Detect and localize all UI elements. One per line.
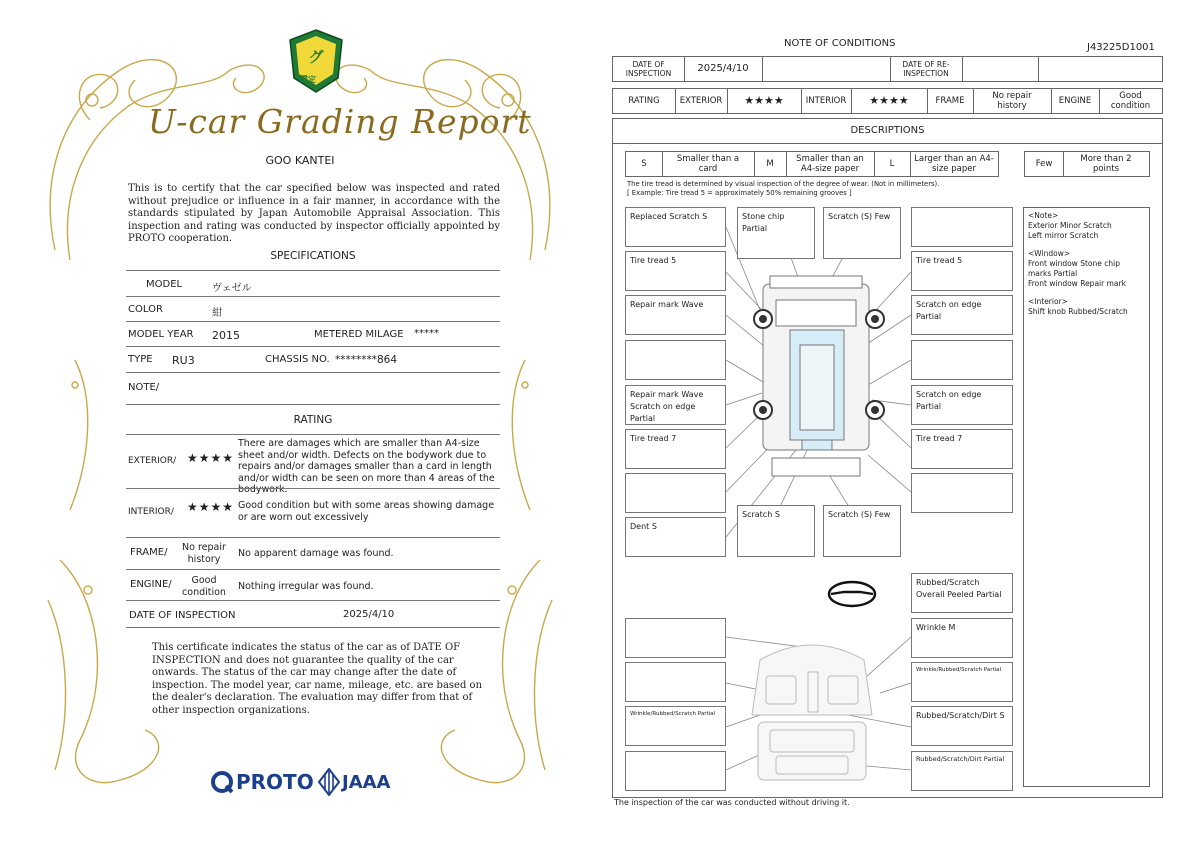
description-box: Rubbed/Scratch Overall Peeled Partial <box>911 573 1013 613</box>
report-title: U-car Grading Report <box>148 102 532 141</box>
date-of-inspection-value: 2025/4/10 <box>697 63 749 74</box>
badge-text: 鑑定 <box>300 75 316 84</box>
chassis-label: CHASSIS NO. <box>265 354 330 365</box>
color-value: 紺 <box>212 308 222 319</box>
date-of-inspection-value: 2025/4/10 <box>343 609 395 620</box>
note-line: Left mirror Scratch <box>1028 231 1099 240</box>
divider <box>126 346 500 347</box>
description-box: Tire tread 7 <box>625 429 726 469</box>
divider <box>126 569 500 570</box>
model-value: ヴェゼル <box>212 283 252 294</box>
divider <box>126 488 500 489</box>
divider <box>126 600 500 601</box>
description-box <box>625 662 726 702</box>
report-subtitle: GOO KANTEI <box>265 154 335 167</box>
engine-value: Good condition <box>1110 91 1151 111</box>
description-box <box>625 473 726 513</box>
description-box: Replaced Scratch S <box>625 207 726 247</box>
model-year-value: 2015 <box>212 329 240 342</box>
divider <box>126 296 500 297</box>
description-box: Scratch on edge Partial <box>911 385 1013 425</box>
note-of-conditions <box>600 0 1200 848</box>
interior-description: Good condition but with some areas showing damage or are worn out excessively <box>238 500 495 523</box>
date-of-inspection-label: DATE OF INSPECTION <box>625 60 672 78</box>
description-box <box>911 207 1013 247</box>
description-box: Repair mark Wave <box>625 295 726 335</box>
description-box: Rubbed/Scratch/Dirt Partial <box>911 751 1013 791</box>
description-box <box>625 618 726 658</box>
legend-few: Few <box>1035 159 1053 169</box>
rating-label: RATING <box>628 96 660 106</box>
descriptions-heading: DESCRIPTIONS <box>612 118 1163 144</box>
model-label: MODEL <box>146 279 183 290</box>
exterior-stars: ★★★★ <box>744 94 784 107</box>
description-box: Wrinkle M <box>911 618 1013 658</box>
interior-label: INTERIOR/ <box>128 507 174 517</box>
note-title: NOTE OF CONDITIONS <box>784 38 896 49</box>
car-top-view <box>763 276 869 476</box>
legend-l-desc: Larger than an A4-size paper <box>914 154 994 174</box>
description-box: Tire tread 5 <box>911 251 1013 291</box>
description-box: Wrinkle/Rubbed/Scratch Partial <box>911 662 1013 702</box>
description-box <box>911 473 1013 513</box>
frame-value: No repair history <box>992 91 1032 111</box>
inspection-footer-note: The inspection of the car was conducted without driving it. <box>614 798 850 807</box>
certification-paragraph: This is to certify that the car specified below was inspected and rated without prejudice or influence in a fair manner, in accordance with the standards stipulated by Japan Automobile Appraisal Association. This inspection and rating was conducted by inspector officially appointed by PROTO cooperation. <box>128 183 500 244</box>
description-box: Dent S <box>625 517 726 557</box>
description-box: Rubbed/Scratch/Dirt S <box>911 706 1013 746</box>
legend-s-desc: Smaller than a card <box>676 154 740 174</box>
engine-value: Good condition <box>182 575 226 598</box>
date-of-inspection-label: DATE OF INSPECTION <box>129 610 236 621</box>
frame-value: No repair history <box>182 542 226 565</box>
note-heading: <Note> <box>1028 211 1059 220</box>
divider <box>126 537 500 538</box>
divider <box>126 627 500 628</box>
exterior-label: EXTERIOR/ <box>128 456 177 466</box>
legend-s: S <box>641 159 647 169</box>
description-box <box>625 340 726 380</box>
exterior-description: There are damages which are smaller than A4-size sheet and/or width. Defects on the bodywork due to repairs and/or damages smaller than a card in length and/or width can be seen on more than 4 areas of the bodywork. <box>238 438 495 495</box>
reference-number: J43225D1001 <box>1087 42 1155 53</box>
frame-label: FRAME/ <box>130 547 168 558</box>
interior-stars: ★★★★ <box>187 500 235 514</box>
description-box <box>625 751 726 791</box>
description-box: Wrinkle/Rubbed/Scratch Partial <box>625 706 726 746</box>
legend-few-desc: More than 2 points <box>1080 154 1132 174</box>
divider <box>126 372 500 373</box>
engine-label: ENGINE <box>1058 96 1092 106</box>
date-of-reinspection-label: DATE OF RE-INSPECTION <box>902 60 950 78</box>
model-year-label: MODEL YEAR <box>128 329 194 340</box>
divider <box>126 404 500 405</box>
description-box: Scratch on edge Partial <box>911 295 1013 335</box>
type-value: RU3 <box>172 354 195 367</box>
legend-m: M <box>766 159 774 169</box>
specifications-heading: SPECIFICATIONS <box>270 250 356 262</box>
divider <box>126 270 500 271</box>
legend-l: L <box>889 159 895 169</box>
certificate-footer: This certificate indicates the status of the car as of DATE OF INSPECTION and does not guarantee the quality of the car onwards. The status of the car may change after the date of inspection. The model year, car name, mileage, etc. are based on the dealer's declaration. The evaluation may differ from that of other inspection organizations. <box>152 642 483 716</box>
interior-line: Shift knob Rubbed/Scratch <box>1028 307 1128 316</box>
description-box <box>911 340 1013 380</box>
description-box: Tire tread 5 <box>625 251 726 291</box>
exterior-label: EXTERIOR <box>679 96 723 106</box>
svg-text:グ: グ <box>308 48 324 66</box>
tire-note-line-1: The tire tread is determined by visual inspection of the degree of wear. (Not in millimeters). <box>627 180 940 188</box>
description-box: Repair mark Wave Scratch on edge Partial <box>625 385 726 425</box>
car-interior-view <box>752 645 872 780</box>
mileage-value: ***** <box>414 328 439 339</box>
frame-label: FRAME <box>935 96 965 106</box>
frame-description: No apparent damage was found. <box>238 548 394 559</box>
engine-label: ENGINE/ <box>130 579 172 590</box>
exterior-stars: ★★★★ <box>187 451 235 465</box>
description-box: Scratch (S) Few <box>823 207 901 259</box>
description-box: Stone chip Partial <box>737 207 815 259</box>
mileage-label: METERED MILAGE <box>314 329 404 340</box>
interior-heading: <Interior> <box>1028 297 1068 306</box>
steering-wheel-icon <box>829 582 875 606</box>
type-label: TYPE <box>128 354 153 365</box>
proto-logo-text: PROTO <box>236 770 314 794</box>
window-line: Front window Repair mark <box>1028 279 1126 288</box>
engine-description: Nothing irregular was found. <box>238 581 374 592</box>
divider <box>126 434 500 435</box>
description-box: Tire tread 7 <box>911 429 1013 469</box>
goo-kantei-badge-icon <box>288 28 344 94</box>
proto-logo-icon <box>210 770 234 794</box>
tire-note-line-2: [ Example: Tire tread 5 = approximately 50% remaining grooves ] <box>627 189 852 197</box>
note-label: NOTE/ <box>128 382 160 393</box>
jaaa-logo-text: JAAA <box>342 772 391 793</box>
rating-heading: RATING <box>293 414 333 426</box>
chassis-value: ********864 <box>335 354 398 366</box>
description-box: Scratch (S) Few <box>823 505 901 557</box>
note-line: Exterior Minor Scratch <box>1028 221 1112 230</box>
jaaa-logo-icon <box>318 768 340 796</box>
legend-m-desc: Smaller than an A4-size paper <box>796 154 864 174</box>
color-label: COLOR <box>128 304 163 315</box>
divider <box>126 321 500 322</box>
description-box: Scratch S <box>737 505 815 557</box>
window-heading: <Window> <box>1028 249 1071 258</box>
interior-label: INTERIOR <box>805 96 847 106</box>
window-line: Front window Stone chip marks Partial <box>1028 259 1120 278</box>
interior-stars: ★★★★ <box>869 94 909 107</box>
